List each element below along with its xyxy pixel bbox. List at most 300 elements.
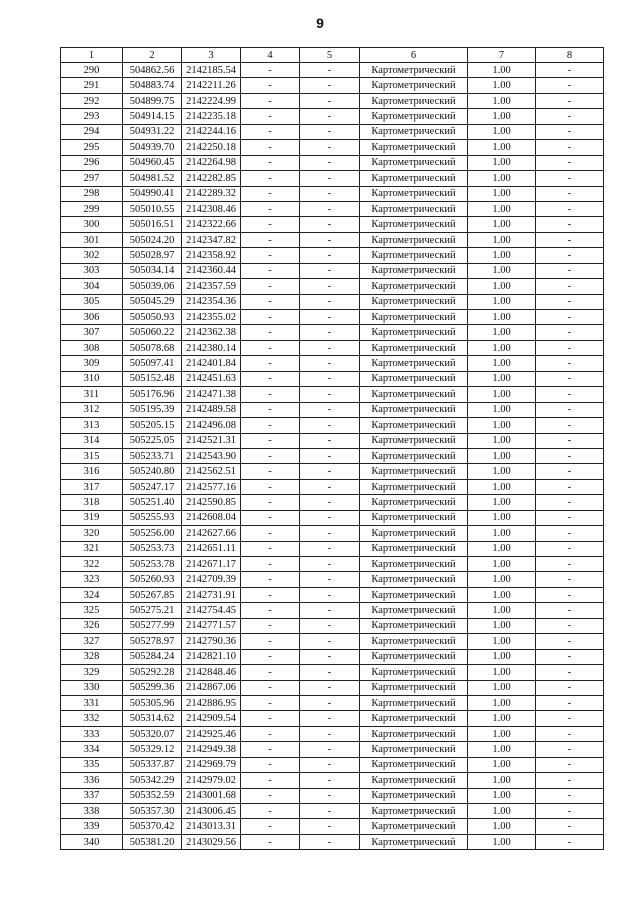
accuracy-cell: 1.00	[468, 93, 536, 108]
col-8-value-cell: -	[536, 371, 604, 386]
x-coordinate-cell: 505305.96	[123, 695, 182, 710]
col-4-value-cell: -	[241, 680, 300, 695]
method-cell: Картометрический	[360, 155, 468, 170]
col-4-value-cell: -	[241, 371, 300, 386]
col-8-value-cell: -	[536, 310, 604, 325]
table-row	[61, 418, 604, 433]
col-5-value-cell: -	[300, 634, 360, 649]
col-4-value-cell: -	[241, 804, 300, 819]
column-header-2: 2	[123, 48, 182, 63]
point-number-cell: 298	[61, 186, 123, 201]
y-coordinate-cell: 2143001.68	[182, 788, 241, 803]
point-number-cell: 302	[61, 248, 123, 263]
point-number-cell: 290	[61, 63, 123, 78]
table-row	[61, 587, 604, 602]
col-5-value-cell: -	[300, 788, 360, 803]
coordinates-table	[60, 47, 604, 850]
y-coordinate-cell: 2142354.36	[182, 294, 241, 309]
method-cell: Картометрический	[360, 402, 468, 417]
col-8-value-cell: -	[536, 279, 604, 294]
col-4-value-cell: -	[241, 418, 300, 433]
accuracy-cell: 1.00	[468, 186, 536, 201]
col-4-value-cell: -	[241, 479, 300, 494]
table-row	[61, 63, 604, 78]
col-5-value-cell: -	[300, 819, 360, 834]
col-5-value-cell: -	[300, 541, 360, 556]
point-number-cell: 331	[61, 695, 123, 710]
accuracy-cell: 1.00	[468, 448, 536, 463]
col-8-value-cell: -	[536, 742, 604, 757]
method-cell: Картометрический	[360, 711, 468, 726]
method-cell: Картометрический	[360, 649, 468, 664]
y-coordinate-cell: 2142489.58	[182, 402, 241, 417]
accuracy-cell: 1.00	[468, 371, 536, 386]
table-row	[61, 726, 604, 741]
y-coordinate-cell: 2142322.66	[182, 217, 241, 232]
table-row	[61, 340, 604, 355]
col-8-value-cell: -	[536, 479, 604, 494]
method-cell: Картометрический	[360, 541, 468, 556]
x-coordinate-cell: 504981.52	[123, 171, 182, 186]
y-coordinate-cell: 2142264.98	[182, 155, 241, 170]
point-number-cell: 308	[61, 340, 123, 355]
method-cell: Картометрический	[360, 171, 468, 186]
y-coordinate-cell: 2142224.99	[182, 93, 241, 108]
col-8-value-cell: -	[536, 155, 604, 170]
table-row	[61, 124, 604, 139]
method-cell: Картометрический	[360, 742, 468, 757]
table-row	[61, 325, 604, 340]
point-number-cell: 329	[61, 665, 123, 680]
col-4-value-cell: -	[241, 464, 300, 479]
x-coordinate-cell: 505256.00	[123, 526, 182, 541]
y-coordinate-cell: 2142608.04	[182, 510, 241, 525]
column-header-7: 7	[468, 48, 536, 63]
method-cell: Картометрический	[360, 834, 468, 849]
point-number-cell: 314	[61, 433, 123, 448]
y-coordinate-cell: 2142731.91	[182, 587, 241, 602]
col-4-value-cell: -	[241, 726, 300, 741]
method-cell: Картометрический	[360, 819, 468, 834]
y-coordinate-cell: 2142562.51	[182, 464, 241, 479]
point-number-cell: 319	[61, 510, 123, 525]
point-number-cell: 300	[61, 217, 123, 232]
col-8-value-cell: -	[536, 603, 604, 618]
col-8-value-cell: -	[536, 804, 604, 819]
col-4-value-cell: -	[241, 356, 300, 371]
method-cell: Картометрический	[360, 788, 468, 803]
accuracy-cell: 1.00	[468, 495, 536, 510]
table-row	[61, 479, 604, 494]
col-8-value-cell: -	[536, 587, 604, 602]
col-4-value-cell: -	[241, 819, 300, 834]
method-cell: Картометрический	[360, 572, 468, 587]
table-row	[61, 356, 604, 371]
col-4-value-cell: -	[241, 310, 300, 325]
column-header-6: 6	[360, 48, 468, 63]
col-8-value-cell: -	[536, 464, 604, 479]
table-body	[61, 63, 604, 850]
column-header-3: 3	[182, 48, 241, 63]
col-8-value-cell: -	[536, 340, 604, 355]
x-coordinate-cell: 505275.21	[123, 603, 182, 618]
col-4-value-cell: -	[241, 340, 300, 355]
y-coordinate-cell: 2142671.17	[182, 557, 241, 572]
table-row	[61, 186, 604, 201]
x-coordinate-cell: 505352.59	[123, 788, 182, 803]
col-8-value-cell: -	[536, 819, 604, 834]
col-4-value-cell: -	[241, 433, 300, 448]
col-8-value-cell: -	[536, 649, 604, 664]
col-5-value-cell: -	[300, 495, 360, 510]
method-cell: Картометрический	[360, 680, 468, 695]
point-number-cell: 318	[61, 495, 123, 510]
col-4-value-cell: -	[241, 541, 300, 556]
col-5-value-cell: -	[300, 773, 360, 788]
col-4-value-cell: -	[241, 294, 300, 309]
table-row	[61, 603, 604, 618]
x-coordinate-cell: 505152.48	[123, 371, 182, 386]
col-5-value-cell: -	[300, 726, 360, 741]
col-5-value-cell: -	[300, 680, 360, 695]
x-coordinate-cell: 504883.74	[123, 78, 182, 93]
col-5-value-cell: -	[300, 834, 360, 849]
col-8-value-cell: -	[536, 294, 604, 309]
x-coordinate-cell: 504862.56	[123, 63, 182, 78]
x-coordinate-cell: 505247.17	[123, 479, 182, 494]
x-coordinate-cell: 504899.75	[123, 93, 182, 108]
col-4-value-cell: -	[241, 155, 300, 170]
y-coordinate-cell: 2142401.84	[182, 356, 241, 371]
col-5-value-cell: -	[300, 448, 360, 463]
table-row	[61, 155, 604, 170]
col-5-value-cell: -	[300, 263, 360, 278]
point-number-cell: 326	[61, 618, 123, 633]
col-4-value-cell: -	[241, 510, 300, 525]
col-4-value-cell: -	[241, 217, 300, 232]
table-row	[61, 93, 604, 108]
y-coordinate-cell: 2142360.44	[182, 263, 241, 278]
point-number-cell: 325	[61, 603, 123, 618]
accuracy-cell: 1.00	[468, 63, 536, 78]
method-cell: Картометрический	[360, 217, 468, 232]
point-number-cell: 296	[61, 155, 123, 170]
method-cell: Картометрический	[360, 294, 468, 309]
point-number-cell: 301	[61, 232, 123, 247]
point-number-cell: 320	[61, 526, 123, 541]
col-8-value-cell: -	[536, 248, 604, 263]
point-number-cell: 303	[61, 263, 123, 278]
y-coordinate-cell: 2142590.85	[182, 495, 241, 510]
accuracy-cell: 1.00	[468, 217, 536, 232]
point-number-cell: 310	[61, 371, 123, 386]
col-5-value-cell: -	[300, 78, 360, 93]
point-number-cell: 332	[61, 711, 123, 726]
accuracy-cell: 1.00	[468, 109, 536, 124]
table-row	[61, 140, 604, 155]
col-4-value-cell: -	[241, 109, 300, 124]
col-5-value-cell: -	[300, 418, 360, 433]
x-coordinate-cell: 505034.14	[123, 263, 182, 278]
col-5-value-cell: -	[300, 140, 360, 155]
col-8-value-cell: -	[536, 433, 604, 448]
point-number-cell: 327	[61, 634, 123, 649]
column-header-1: 1	[61, 48, 123, 63]
x-coordinate-cell: 505195.39	[123, 402, 182, 417]
method-cell: Картометрический	[360, 634, 468, 649]
col-8-value-cell: -	[536, 665, 604, 680]
x-coordinate-cell: 505233.71	[123, 448, 182, 463]
accuracy-cell: 1.00	[468, 757, 536, 772]
table-row	[61, 541, 604, 556]
table-row	[61, 217, 604, 232]
y-coordinate-cell: 2142289.32	[182, 186, 241, 201]
table-row	[61, 695, 604, 710]
method-cell: Картометрический	[360, 464, 468, 479]
col-5-value-cell: -	[300, 109, 360, 124]
col-5-value-cell: -	[300, 371, 360, 386]
y-coordinate-cell: 2142969.79	[182, 757, 241, 772]
table-row	[61, 109, 604, 124]
table-row	[61, 232, 604, 247]
accuracy-cell: 1.00	[468, 526, 536, 541]
point-number-cell: 315	[61, 448, 123, 463]
y-coordinate-cell: 2142471.38	[182, 387, 241, 402]
col-8-value-cell: -	[536, 217, 604, 232]
col-5-value-cell: -	[300, 649, 360, 664]
accuracy-cell: 1.00	[468, 279, 536, 294]
x-coordinate-cell: 505277.99	[123, 618, 182, 633]
y-coordinate-cell: 2142949.38	[182, 742, 241, 757]
col-5-value-cell: -	[300, 711, 360, 726]
col-5-value-cell: -	[300, 248, 360, 263]
col-5-value-cell: -	[300, 217, 360, 232]
y-coordinate-cell: 2142496.08	[182, 418, 241, 433]
y-coordinate-cell: 2142451.63	[182, 371, 241, 386]
accuracy-cell: 1.00	[468, 124, 536, 139]
method-cell: Картометрический	[360, 78, 468, 93]
table-row	[61, 387, 604, 402]
table-row	[61, 618, 604, 633]
col-8-value-cell: -	[536, 557, 604, 572]
y-coordinate-cell: 2142627.66	[182, 526, 241, 541]
method-cell: Картометрический	[360, 757, 468, 772]
point-number-cell: 321	[61, 541, 123, 556]
accuracy-cell: 1.00	[468, 819, 536, 834]
x-coordinate-cell: 505357.30	[123, 804, 182, 819]
col-5-value-cell: -	[300, 603, 360, 618]
col-4-value-cell: -	[241, 387, 300, 402]
table-row	[61, 526, 604, 541]
accuracy-cell: 1.00	[468, 541, 536, 556]
col-8-value-cell: -	[536, 510, 604, 525]
y-coordinate-cell: 2142185.54	[182, 63, 241, 78]
x-coordinate-cell: 505024.20	[123, 232, 182, 247]
col-5-value-cell: -	[300, 124, 360, 139]
x-coordinate-cell: 505176.96	[123, 387, 182, 402]
point-number-cell: 316	[61, 464, 123, 479]
col-4-value-cell: -	[241, 603, 300, 618]
table-row	[61, 448, 604, 463]
y-coordinate-cell: 2142821.10	[182, 649, 241, 664]
accuracy-cell: 1.00	[468, 695, 536, 710]
col-4-value-cell: -	[241, 171, 300, 186]
col-8-value-cell: -	[536, 448, 604, 463]
col-5-value-cell: -	[300, 340, 360, 355]
col-8-value-cell: -	[536, 788, 604, 803]
point-number-cell: 330	[61, 680, 123, 695]
y-coordinate-cell: 2142979.02	[182, 773, 241, 788]
table-row	[61, 510, 604, 525]
col-4-value-cell: -	[241, 201, 300, 216]
accuracy-cell: 1.00	[468, 773, 536, 788]
y-coordinate-cell: 2143013.31	[182, 819, 241, 834]
col-4-value-cell: -	[241, 587, 300, 602]
accuracy-cell: 1.00	[468, 788, 536, 803]
accuracy-cell: 1.00	[468, 78, 536, 93]
x-coordinate-cell: 505060.22	[123, 325, 182, 340]
col-8-value-cell: -	[536, 680, 604, 695]
col-5-value-cell: -	[300, 402, 360, 417]
y-coordinate-cell: 2142358.92	[182, 248, 241, 263]
col-4-value-cell: -	[241, 93, 300, 108]
accuracy-cell: 1.00	[468, 171, 536, 186]
method-cell: Картометрический	[360, 356, 468, 371]
method-cell: Картометрический	[360, 479, 468, 494]
point-number-cell: 338	[61, 804, 123, 819]
col-4-value-cell: -	[241, 78, 300, 93]
col-5-value-cell: -	[300, 171, 360, 186]
col-8-value-cell: -	[536, 93, 604, 108]
accuracy-cell: 1.00	[468, 603, 536, 618]
col-8-value-cell: -	[536, 757, 604, 772]
col-8-value-cell: -	[536, 618, 604, 633]
col-4-value-cell: -	[241, 834, 300, 849]
method-cell: Картометрический	[360, 603, 468, 618]
col-4-value-cell: -	[241, 263, 300, 278]
col-5-value-cell: -	[300, 464, 360, 479]
x-coordinate-cell: 505299.36	[123, 680, 182, 695]
method-cell: Картометрический	[360, 804, 468, 819]
y-coordinate-cell: 2142250.18	[182, 140, 241, 155]
x-coordinate-cell: 505267.85	[123, 587, 182, 602]
x-coordinate-cell: 505225.05	[123, 433, 182, 448]
y-coordinate-cell: 2142308.46	[182, 201, 241, 216]
col-8-value-cell: -	[536, 78, 604, 93]
col-4-value-cell: -	[241, 140, 300, 155]
y-coordinate-cell: 2142771.57	[182, 618, 241, 633]
col-8-value-cell: -	[536, 572, 604, 587]
method-cell: Картометрический	[360, 109, 468, 124]
col-5-value-cell: -	[300, 433, 360, 448]
col-4-value-cell: -	[241, 526, 300, 541]
table-row	[61, 711, 604, 726]
y-coordinate-cell: 2142211.26	[182, 78, 241, 93]
col-8-value-cell: -	[536, 526, 604, 541]
col-5-value-cell: -	[300, 618, 360, 633]
point-number-cell: 307	[61, 325, 123, 340]
col-8-value-cell: -	[536, 124, 604, 139]
col-8-value-cell: -	[536, 356, 604, 371]
x-coordinate-cell: 505255.93	[123, 510, 182, 525]
col-5-value-cell: -	[300, 572, 360, 587]
col-5-value-cell: -	[300, 310, 360, 325]
method-cell: Картометрический	[360, 232, 468, 247]
col-8-value-cell: -	[536, 834, 604, 849]
accuracy-cell: 1.00	[468, 618, 536, 633]
col-4-value-cell: -	[241, 124, 300, 139]
col-8-value-cell: -	[536, 773, 604, 788]
col-4-value-cell: -	[241, 773, 300, 788]
y-coordinate-cell: 2142521.31	[182, 433, 241, 448]
method-cell: Картометрический	[360, 340, 468, 355]
col-4-value-cell: -	[241, 711, 300, 726]
accuracy-cell: 1.00	[468, 294, 536, 309]
x-coordinate-cell: 505045.29	[123, 294, 182, 309]
x-coordinate-cell: 504939.70	[123, 140, 182, 155]
point-number-cell: 335	[61, 757, 123, 772]
point-number-cell: 305	[61, 294, 123, 309]
col-4-value-cell: -	[241, 665, 300, 680]
method-cell: Картометрический	[360, 186, 468, 201]
x-coordinate-cell: 505342.29	[123, 773, 182, 788]
y-coordinate-cell: 2142355.02	[182, 310, 241, 325]
accuracy-cell: 1.00	[468, 418, 536, 433]
x-coordinate-cell: 505039.06	[123, 279, 182, 294]
point-number-cell: 322	[61, 557, 123, 572]
col-4-value-cell: -	[241, 757, 300, 772]
y-coordinate-cell: 2142925.46	[182, 726, 241, 741]
col-4-value-cell: -	[241, 448, 300, 463]
point-number-cell: 293	[61, 109, 123, 124]
x-coordinate-cell: 505010.55	[123, 201, 182, 216]
col-8-value-cell: -	[536, 232, 604, 247]
x-coordinate-cell: 505078.68	[123, 340, 182, 355]
table-row	[61, 773, 604, 788]
method-cell: Картометрический	[360, 695, 468, 710]
table-row	[61, 834, 604, 849]
point-number-cell: 299	[61, 201, 123, 216]
table-row	[61, 819, 604, 834]
y-coordinate-cell: 2142790.36	[182, 634, 241, 649]
col-5-value-cell: -	[300, 232, 360, 247]
method-cell: Картометрический	[360, 310, 468, 325]
col-5-value-cell: -	[300, 526, 360, 541]
point-number-cell: 291	[61, 78, 123, 93]
method-cell: Картометрический	[360, 665, 468, 680]
col-8-value-cell: -	[536, 263, 604, 278]
y-coordinate-cell: 2143029.56	[182, 834, 241, 849]
point-number-cell: 323	[61, 572, 123, 587]
table-row	[61, 634, 604, 649]
col-4-value-cell: -	[241, 742, 300, 757]
accuracy-cell: 1.00	[468, 325, 536, 340]
col-5-value-cell: -	[300, 479, 360, 494]
column-header-8: 8	[536, 48, 604, 63]
x-coordinate-cell: 505278.97	[123, 634, 182, 649]
col-5-value-cell: -	[300, 665, 360, 680]
y-coordinate-cell: 2142848.46	[182, 665, 241, 680]
method-cell: Картометрический	[360, 587, 468, 602]
point-number-cell: 294	[61, 124, 123, 139]
table-row	[61, 78, 604, 93]
col-8-value-cell: -	[536, 201, 604, 216]
x-coordinate-cell: 505314.62	[123, 711, 182, 726]
x-coordinate-cell: 505253.78	[123, 557, 182, 572]
point-number-cell: 309	[61, 356, 123, 371]
table-row	[61, 279, 604, 294]
method-cell: Картометрический	[360, 773, 468, 788]
